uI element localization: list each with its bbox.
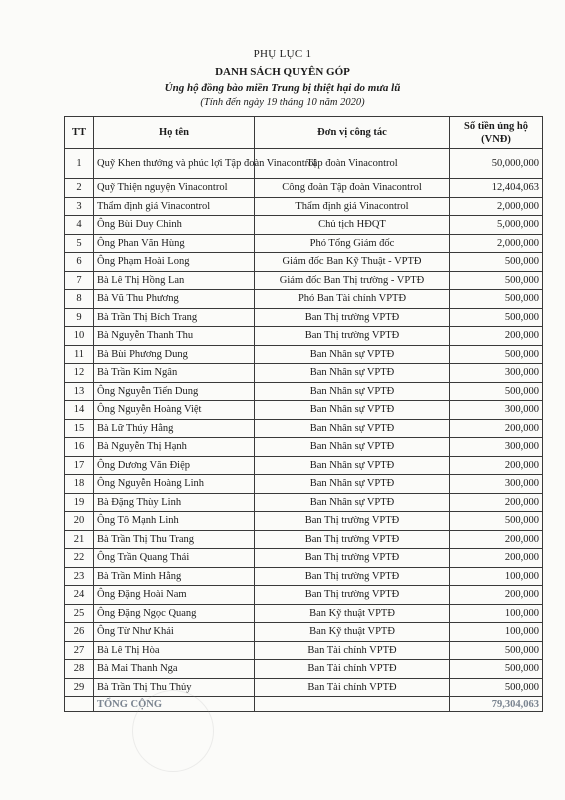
row-amount: 100,000 (450, 604, 543, 623)
total-unit-cell (255, 697, 450, 712)
row-unit: Ban Nhân sự VPTĐ (255, 364, 450, 383)
row-amount: 500,000 (450, 641, 543, 660)
table-row (65, 678, 543, 697)
table-row (65, 419, 543, 438)
date-note: (Tính đến ngày 19 tháng 10 năm 2020) (200, 97, 365, 108)
document-title: DANH SÁCH QUYÊN GÓP (215, 66, 350, 78)
table-row (65, 567, 543, 586)
row-name: Ông Trần Quang Thái (94, 549, 255, 568)
row-unit: Phó Ban Tài chính VPTĐ (255, 290, 450, 309)
row-tt: 21 (65, 530, 94, 549)
row-tt: 27 (65, 641, 94, 660)
table-row (65, 401, 543, 420)
row-amount: 200,000 (450, 530, 543, 549)
row-name: Bà Bùi Phương Dung (94, 345, 255, 364)
row-amount: 300,000 (450, 475, 543, 494)
row-tt: 24 (65, 586, 94, 605)
row-unit: Ban Thị trường VPTĐ (255, 549, 450, 568)
table-row (65, 216, 543, 235)
row-tt: 9 (65, 308, 94, 327)
row-unit: Ban Kỹ thuật VPTĐ (255, 623, 450, 642)
row-tt: 3 (65, 197, 94, 216)
row-amount: 500,000 (450, 290, 543, 309)
column-header-unit: Đơn vị công tác (255, 117, 450, 149)
table-row (65, 604, 543, 623)
row-amount: 300,000 (450, 438, 543, 457)
donation-table (64, 116, 543, 712)
row-name: Ông Phạm Hoài Long (94, 253, 255, 272)
row-unit: Ban Tài chính VPTĐ (255, 660, 450, 679)
row-tt: 16 (65, 438, 94, 457)
row-amount: 200,000 (450, 586, 543, 605)
row-amount: 300,000 (450, 364, 543, 383)
row-name: Ông Từ Như Khải (94, 623, 255, 642)
table-row (65, 197, 543, 216)
row-name: Ông Dương Văn Điệp (94, 456, 255, 475)
row-unit: Ban Nhân sự VPTĐ (255, 438, 450, 457)
row-unit: Ban Kỹ thuật VPTĐ (255, 604, 450, 623)
row-unit: Ban Nhân sự VPTĐ (255, 493, 450, 512)
row-tt: 22 (65, 549, 94, 568)
row-amount: 500,000 (450, 660, 543, 679)
row-tt: 14 (65, 401, 94, 420)
table-row (65, 438, 543, 457)
row-amount: 500,000 (450, 308, 543, 327)
row-name: Bà Trần Thị Thu Thủy (94, 678, 255, 697)
row-name: Ông Đặng Hoài Nam (94, 586, 255, 605)
row-tt: 11 (65, 345, 94, 364)
row-amount: 500,000 (450, 345, 543, 364)
row-name: Quỹ Thiện nguyện Vinacontrol (94, 179, 255, 198)
row-amount: 2,000,000 (450, 234, 543, 253)
row-tt: 17 (65, 456, 94, 475)
row-unit: Thẩm định giá Vinacontrol (255, 197, 450, 216)
table-row (65, 660, 543, 679)
row-name: Bà Lê Thị Hồng Lan (94, 271, 255, 290)
row-name: Ông Tô Mạnh Linh (94, 512, 255, 531)
row-name: Bà Lê Thị Hòa (94, 641, 255, 660)
row-tt: 19 (65, 493, 94, 512)
row-tt: 4 (65, 216, 94, 235)
table-row (65, 290, 543, 309)
row-unit: Chủ tịch HĐQT (255, 216, 450, 235)
row-tt: 2 (65, 179, 94, 198)
row-unit: Ban Nhân sự VPTĐ (255, 456, 450, 475)
row-amount: 100,000 (450, 623, 543, 642)
table-row (65, 234, 543, 253)
row-unit: Phó Tổng Giám đốc (255, 234, 450, 253)
row-name: Ông Nguyễn Hoàng Việt (94, 401, 255, 420)
row-name: Bà Trần Kim Ngân (94, 364, 255, 383)
row-name: Ông Đặng Ngọc Quang (94, 604, 255, 623)
total-tt-cell (65, 697, 94, 712)
row-tt: 28 (65, 660, 94, 679)
table-row (65, 586, 543, 605)
row-tt: 26 (65, 623, 94, 642)
row-name: Bà Trần Minh Hằng (94, 567, 255, 586)
table-body (65, 149, 543, 697)
row-amount: 2,000,000 (450, 197, 543, 216)
row-amount: 200,000 (450, 549, 543, 568)
row-unit: Tập đoàn Vinacontrol (255, 149, 450, 179)
row-amount: 500,000 (450, 271, 543, 290)
row-amount: 500,000 (450, 512, 543, 531)
row-name: Ông Nguyễn Tiến Dung (94, 382, 255, 401)
row-tt: 23 (65, 567, 94, 586)
row-name: Thẩm định giá Vinacontrol (94, 197, 255, 216)
row-amount: 100,000 (450, 567, 543, 586)
row-amount: 500,000 (450, 382, 543, 401)
row-name: Ông Bùi Duy Chinh (94, 216, 255, 235)
row-amount: 500,000 (450, 678, 543, 697)
row-unit: Ban Tài chính VPTĐ (255, 641, 450, 660)
table-row (65, 475, 543, 494)
row-name: Bà Vũ Thu Phương (94, 290, 255, 309)
row-name: Bà Trần Thị Thu Trang (94, 530, 255, 549)
row-name: Bà Đặng Thùy Linh (94, 493, 255, 512)
row-unit: Giám đốc Ban Kỹ Thuật - VPTĐ (255, 253, 450, 272)
row-tt: 7 (65, 271, 94, 290)
row-unit: Ban Nhân sự VPTĐ (255, 419, 450, 438)
table-row (65, 512, 543, 531)
row-tt: 12 (65, 364, 94, 383)
row-tt: 15 (65, 419, 94, 438)
row-tt: 25 (65, 604, 94, 623)
row-name: Bà Nguyễn Thanh Thu (94, 327, 255, 346)
row-unit: Ban Thị trường VPTĐ (255, 512, 450, 531)
row-amount: 5,000,000 (450, 216, 543, 235)
row-tt: 8 (65, 290, 94, 309)
table-row (65, 493, 543, 512)
column-header-tt: TT (65, 117, 94, 149)
row-amount: 200,000 (450, 493, 543, 512)
row-amount: 500,000 (450, 253, 543, 272)
table-header-row (65, 117, 543, 149)
row-tt: 29 (65, 678, 94, 697)
total-amount: 79,304,063 (450, 697, 543, 712)
row-unit: Ban Tài chính VPTĐ (255, 678, 450, 697)
table-row (65, 530, 543, 549)
row-amount: 200,000 (450, 327, 543, 346)
row-name: Bà Trần Thị Bích Trang (94, 308, 255, 327)
row-tt: 5 (65, 234, 94, 253)
row-tt: 10 (65, 327, 94, 346)
appendix-label: PHỤ LỤC 1 (253, 48, 312, 60)
row-unit: Ban Nhân sự VPTĐ (255, 382, 450, 401)
row-name: Bà Nguyễn Thị Hạnh (94, 438, 255, 457)
table-row (65, 179, 543, 198)
row-tt: 1 (65, 149, 94, 179)
table-row (65, 382, 543, 401)
row-unit: Công đoàn Tập đoàn Vinacontrol (255, 179, 450, 198)
total-label: TỔNG CỘNG (94, 697, 255, 712)
row-amount: 200,000 (450, 456, 543, 475)
row-tt: 6 (65, 253, 94, 272)
table-row (65, 364, 543, 383)
row-amount: 300,000 (450, 401, 543, 420)
row-amount: 200,000 (450, 419, 543, 438)
table-row (65, 345, 543, 364)
column-header-amount: Số tiền ủng hộ (VNĐ) (450, 117, 543, 149)
table-row (65, 641, 543, 660)
column-header-name: Họ tên (94, 117, 255, 149)
row-name: Quỹ Khen thưởng và phúc lợi Tập đoàn Vinacontrol (94, 149, 255, 179)
faded-stamp-mark (132, 690, 214, 772)
table-row (65, 327, 543, 346)
table-row (65, 623, 543, 642)
row-unit: Ban Nhân sự VPTĐ (255, 401, 450, 420)
table-row (65, 549, 543, 568)
row-name: Ông Phan Văn Hùng (94, 234, 255, 253)
row-amount: 50,000,000 (450, 149, 543, 179)
row-unit: Ban Thị trường VPTĐ (255, 567, 450, 586)
row-tt: 18 (65, 475, 94, 494)
row-name: Bà Mai Thanh Nga (94, 660, 255, 679)
row-name: Bà Lữ Thúy Hằng (94, 419, 255, 438)
row-unit: Ban Thị trường VPTĐ (255, 327, 450, 346)
row-tt: 13 (65, 382, 94, 401)
table-row (65, 149, 543, 179)
table-row (65, 308, 543, 327)
row-unit: Ban Thị trường VPTĐ (255, 308, 450, 327)
row-unit: Ban Nhân sự VPTĐ (255, 345, 450, 364)
row-amount: 12,404,063 (450, 179, 543, 198)
table-row (65, 253, 543, 272)
row-tt: 20 (65, 512, 94, 531)
row-unit: Ban Thị trường VPTĐ (255, 530, 450, 549)
total-row (65, 697, 543, 712)
row-unit: Ban Thị trường VPTĐ (255, 586, 450, 605)
table-row (65, 456, 543, 475)
table-row (65, 271, 543, 290)
row-unit: Giám đốc Ban Thị trường - VPTĐ (255, 271, 450, 290)
row-name: Ông Nguyễn Hoàng Linh (94, 475, 255, 494)
row-unit: Ban Nhân sự VPTĐ (255, 475, 450, 494)
document-subtitle: Ủng hộ đồng bào miền Trung bị thiệt hại do mưa lũ (164, 82, 401, 94)
